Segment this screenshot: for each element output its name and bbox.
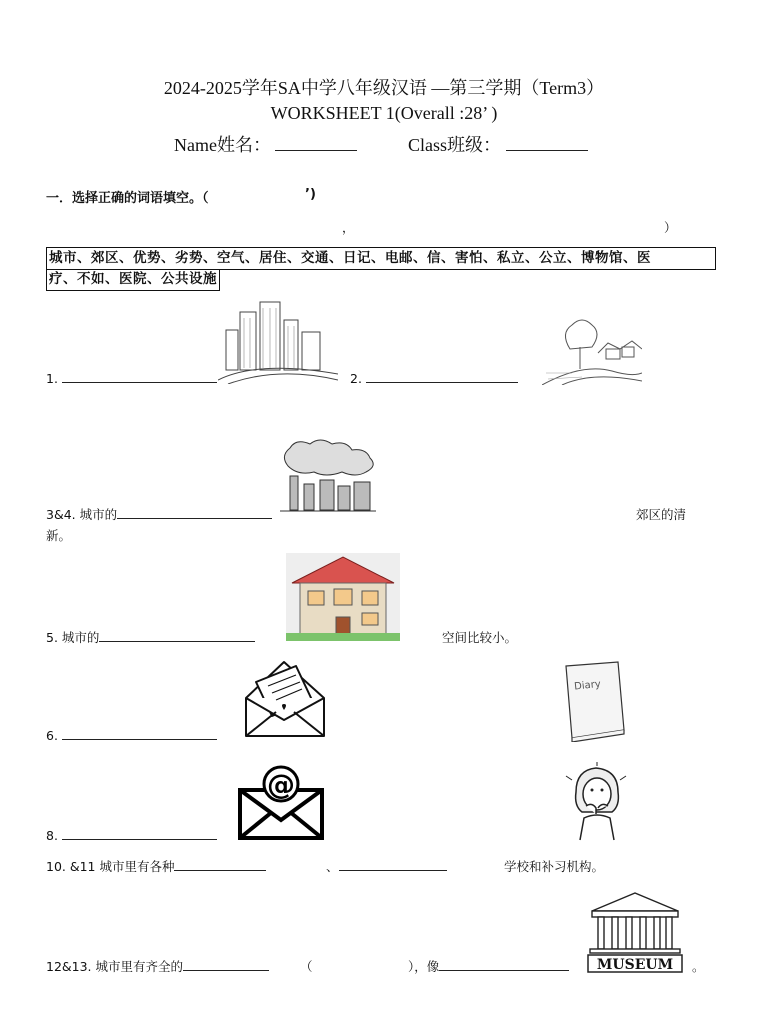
house-icon [286,553,400,641]
question-10-11-suffix: 学校和补习机构。 [504,859,605,874]
answer-blank-5[interactable] [99,640,255,642]
pollution-icon [276,436,380,516]
question-10-11-separator: 、 [326,859,339,874]
question-3-4-suffix: 郊区的清 [636,507,687,522]
question-3-4-label: 3&4. 城市的 [46,507,118,522]
museum-icon [586,891,684,973]
section-heading: 一．选择正确的词语填空。（ [46,191,209,206]
question-12-13-paren-close [408,957,569,975]
answer-blank-6[interactable] [62,738,217,740]
word-bank-line1: 城市、郊区、优势、劣势、空气、居住、交通、日记、电邮、信、害怕、私立、公立、博物馆、医 [46,247,716,270]
answer-blank-13[interactable] [439,969,569,971]
diary-label: Diary [573,678,602,693]
question-1 [46,371,217,386]
question-8-label: 8. [46,828,58,843]
question-1-label: 1. [46,371,58,386]
question-6-label: 6. [46,728,58,743]
word-bank-line2: 疗、不如、医院、公共设施 [46,269,220,291]
question-12-13-like: ），像 [408,959,440,974]
answer-blank-1[interactable] [62,381,217,383]
svg-text:@: @ [267,768,295,801]
question-5-label: 5. 城市的 [46,630,100,645]
stray-comma: ， [342,220,355,235]
question-10-11-mid [326,857,447,875]
answer-blank-10[interactable] [174,869,266,871]
class-field[interactable] [408,131,588,157]
question-10-11 [46,857,266,875]
answer-blank-3[interactable] [117,517,272,519]
scared-person-icon [562,762,632,842]
question-2-label: 2. [350,371,362,386]
question-12-13-paren-open: （ [300,959,313,974]
name-field[interactable] [174,131,357,157]
question-5 [46,628,255,646]
worksheet-subtitle: WORKSHEET 1(Overall :28’ ) [270,103,498,123]
letter-icon [244,658,326,738]
question-12-13-end: 。 [692,959,705,974]
question-3-4 [46,505,272,523]
question-8 [46,828,217,843]
question-5-suffix: 空间比较小。 [442,630,518,645]
question-6 [46,728,217,743]
name-label: Name姓名： [174,135,271,155]
stray-paren: ） [664,220,677,235]
class-blank[interactable] [506,149,588,151]
question-12-13-label: 12&13. 城市里有齐全的 [46,959,184,974]
question-3-4-wrap: 新。 [46,528,72,543]
name-blank[interactable] [275,149,357,151]
diary-icon [560,660,628,742]
section-heading-end: ’) [305,187,316,202]
answer-blank-2[interactable] [366,381,518,383]
email-icon [238,764,324,840]
answer-blank-12[interactable] [183,969,269,971]
answer-blank-8[interactable] [62,838,217,840]
countryside-icon [542,313,642,385]
question-10-11-label: 10. &11 城市里有各种 [46,859,175,874]
answer-blank-11[interactable] [339,869,447,871]
class-label: Class班级： [408,135,502,155]
city-skyline-icon [218,300,338,384]
question-2 [350,371,518,386]
question-12-13 [46,957,269,975]
museum-sign: MUSEUM [596,957,674,973]
worksheet-title: 2024-2025学年SA中学八年级汉语 —第三学期（Term3） [163,78,605,98]
